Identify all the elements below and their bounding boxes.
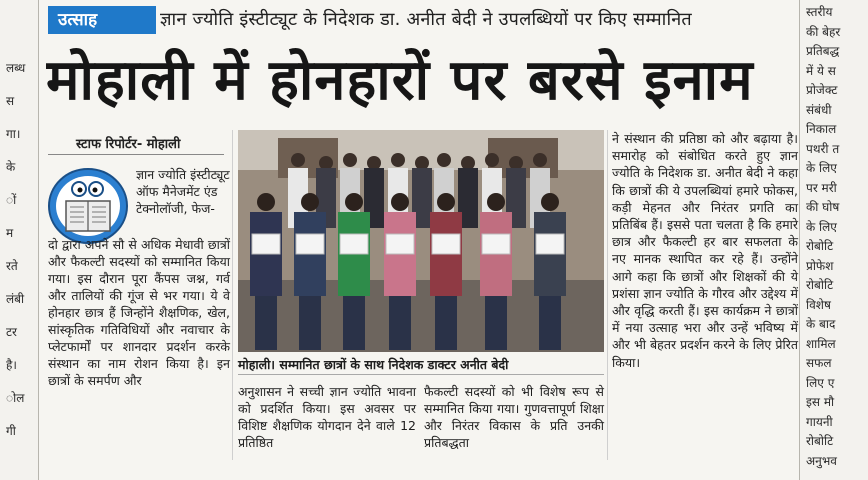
edge-text-fragment: की घोष xyxy=(806,200,840,214)
column-rule xyxy=(607,130,608,460)
edge-text-fragment: म xyxy=(6,226,14,240)
edge-text-fragment: रोबोटि xyxy=(806,278,834,292)
edge-text-fragment: अनुभव xyxy=(806,453,837,468)
edge-text-fragment: विशेष xyxy=(806,297,831,312)
newspaper-reader-icon xyxy=(46,165,130,247)
edge-text-fragment: की बेहर xyxy=(806,24,841,39)
edge-text-fragment: गा। xyxy=(6,127,21,141)
edge-text-fragment: के बाद xyxy=(806,317,836,331)
subheadline: ज्ञान ज्योति इंस्टीट्यूट के निदेशक डा. अनीत बेदी ने उपलब्धियों पर किए सम्मानित xyxy=(160,9,692,30)
edge-text-fragment: स xyxy=(6,94,15,108)
edge-text-fragment: प्रतिबद्ध xyxy=(806,44,840,58)
edge-text-fragment: गायनी xyxy=(806,414,833,429)
adjacent-column-right xyxy=(799,0,868,480)
edge-text-fragment: में ये स xyxy=(806,63,836,78)
byline: स्टाफ रिपोर्टर- मोहाली xyxy=(76,137,181,152)
headline: मोहाली में होनहारों पर बरसे इनाम xyxy=(46,48,754,113)
edge-text-fragment: ों xyxy=(6,193,17,207)
edge-text-fragment: है। xyxy=(6,358,17,372)
edge-text-fragment: प्रोजेक्ट xyxy=(806,83,838,97)
section-kicker: उत्साह xyxy=(48,6,156,34)
edge-text-fragment: ोल xyxy=(6,391,25,405)
edge-text-fragment: के लिए xyxy=(806,161,837,175)
edge-text-fragment: शामिल xyxy=(806,336,836,351)
adjacent-column-left xyxy=(0,0,39,480)
edge-text-fragment: पर मरी xyxy=(806,180,837,195)
edge-text-fragment: प्रोफेश xyxy=(806,258,834,273)
edge-text-fragment: लंबी xyxy=(6,292,25,306)
column-3-body: फैकल्टी सदस्यों को भी विशेष रूप से सम्मानित किया गया। गुणवत्तापूर्ण शिक्षा और निरंतर विकास के प्रति उनकी प्रतिबद्धता xyxy=(424,384,604,450)
edge-text-fragment: रोबोटि xyxy=(806,434,834,448)
edge-text-fragment: लिए ए xyxy=(806,375,835,390)
column-1-body: दो द्वारा अपने सौ से अधिक मेधावी छात्रों और फैकल्टी सदस्यों को सम्मानित किया गया। इस दौरान पूरा कैंपस जश्न, गर्व और तालियों की गूंज से भर गया। ये वे होनहार छात्र हैं जिन्होंने शैक्षणिक, खेल, सांस्कृतिक गतिविधियों और नवाचार के प्लेटफार्मों पर शानदार प्रदर्शन करके संस्थान का नाम रोशन किया है। इन छात्रों के समर्पण और xyxy=(48,237,230,388)
edge-text-fragment: रते xyxy=(6,259,18,273)
byline-divider xyxy=(48,154,224,155)
edge-text-fragment: लब्ध xyxy=(6,61,26,75)
edge-text-fragment: पथरी त xyxy=(806,141,840,156)
photo-caption: मोहाली। सम्मानित छात्रों के साथ निदेशक डाक्टर अनीत बेदी xyxy=(238,356,604,375)
group-photo xyxy=(238,130,604,352)
edge-text-fragment: निकाल xyxy=(806,122,837,136)
edge-text-fragment: के लिए xyxy=(806,219,837,234)
edge-text-fragment: इस मौ xyxy=(806,395,835,409)
column-rule xyxy=(232,130,233,460)
edge-text-fragment: रोबोटि xyxy=(806,239,834,253)
edge-text-fragment: सफल xyxy=(806,356,832,370)
intro-paragraph: ज्ञान ज्योति इंस्टीट्यूट ऑफ मैनेजमेंट एंड टेक्नोलॉजी, फेज- xyxy=(136,167,230,216)
edge-text-fragment: संबंधी xyxy=(806,102,832,117)
edge-text-fragment: टर xyxy=(6,325,17,339)
column-4-body: ने संस्थान की प्रतिष्ठा को और बढ़ाया है। समारोह को संबोधित करते हुए ज्ञान ज्योति के निदेशक डा. अनीत बेदी ने कहा कि छात्रों की ये उपलब्धियां हमारे फोकस, कड़ी मेहनत और निरंतर प्रगति का प्रतिबिंब हैं। इससे पता चलता है कि हमारे छात्र और फैकल्टी हर बार सफलता के नए मानक स्थापित कर रहे हैं। उन्होंने आगे कहा कि छात्रों और शिक्षकों की ये प्रशंसा ज्ञान ज्योति के गौरव और उद्देश्य में और वृद्धि करती हैं। इस कार्यक्रम ने छात्रों में नया उत्साह भरा और उन्हें भविष्य में और भी बेहतर प्रदर्शन करने के लिए प्रेरित किया। xyxy=(612,131,798,370)
column-2-body: अनुशासन ने सच्ची ज्ञान ज्योति भावना को प्रदर्शित किया। इस अवसर पर विशिष्ट शैक्षणिक योगदान देने वाले 12 प्रतिष्ठित xyxy=(238,384,416,450)
edge-text-fragment: गी xyxy=(6,424,16,438)
edge-text-fragment: के xyxy=(6,160,16,174)
edge-text-fragment: स्तरीय xyxy=(806,5,833,19)
